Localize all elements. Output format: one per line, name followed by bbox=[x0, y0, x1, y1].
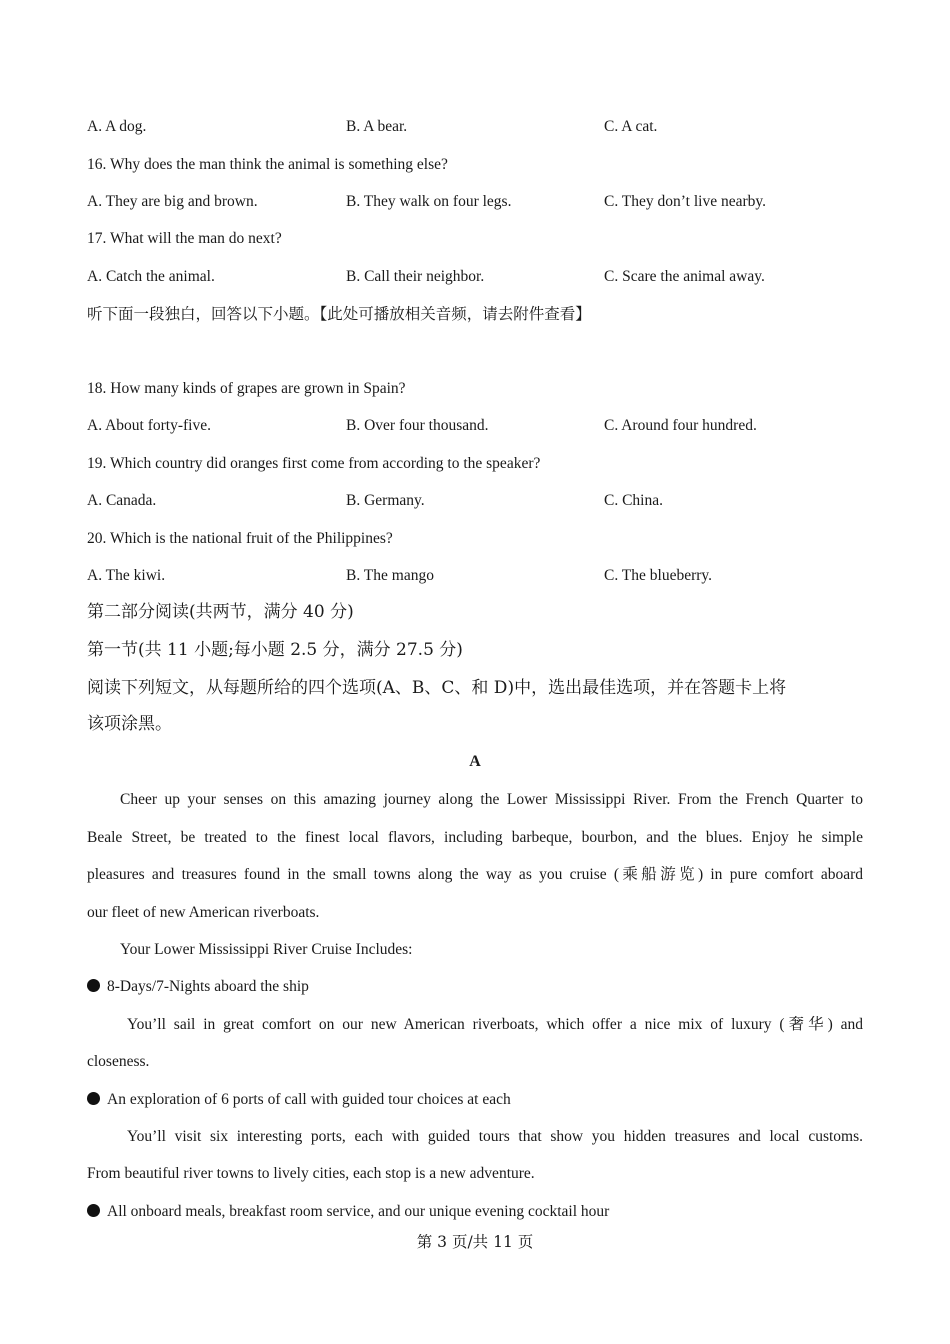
reading-instruction-line1: 阅读下列短文，从每题所给的四个选项(A、B、C、和 D)中，选出最佳选项，并在答题卡上将 bbox=[87, 678, 787, 698]
q17-option-c: C. Scare the animal away. bbox=[604, 268, 765, 285]
q20-option-a: A. The kiwi. bbox=[87, 567, 166, 584]
bullet-item-3 bbox=[87, 1202, 609, 1222]
bullet-item-2 bbox=[87, 1090, 511, 1110]
q18-question: 18. How many kinds of grapes are grown in Spain? bbox=[87, 380, 406, 397]
q16-question: 16. Why does the man think the animal is something else? bbox=[87, 156, 448, 173]
q19-option-a: A. Canada. bbox=[87, 492, 157, 509]
bullet-dot-icon bbox=[87, 979, 100, 992]
q17-option-b: B. Call their neighbor. bbox=[346, 268, 485, 285]
bullet-2-desc-line1: You’ll visit six interesting ports, each with guided tours that show you hidden treasures and local customs. bbox=[127, 1128, 863, 1145]
passage-intro-line4: our fleet of new American riverboats. bbox=[87, 904, 320, 921]
section1-heading: 第一节(共 11 小题;每小题 2.5 分，满分 27.5 分) bbox=[87, 640, 463, 660]
bullet-item-1 bbox=[87, 977, 309, 997]
q18-option-a: A. About forty-five. bbox=[87, 417, 211, 434]
part2-heading: 第二部分阅读(共两节，满分 40 分) bbox=[87, 602, 354, 622]
bullet-3-text: All onboard meals, breakfast room service, and our unique evening cocktail hour bbox=[107, 1203, 610, 1220]
q16-option-c: C. They don’t live nearby. bbox=[604, 193, 767, 210]
q15-option-c: C. A cat. bbox=[604, 118, 658, 135]
q20-option-b: B. The mango bbox=[346, 567, 434, 584]
bullet-1-text: 8-Days/7-Nights aboard the ship bbox=[107, 978, 309, 995]
q16-option-a: A. They are big and brown. bbox=[87, 193, 258, 210]
q17-question: 17. What will the man do next? bbox=[87, 230, 282, 247]
q16-option-b: B. They walk on four legs. bbox=[346, 193, 512, 210]
includes-heading: Your Lower Mississippi River Cruise Includes: bbox=[120, 941, 413, 958]
bullet-2-desc-line2: From beautiful river towns to lively cities, each stop is a new adventure. bbox=[87, 1165, 535, 1182]
passage-label: A bbox=[469, 753, 481, 770]
q19-question: 19. Which country did oranges first come from according to the speaker? bbox=[87, 455, 541, 472]
q15-option-a: A. A dog. bbox=[87, 118, 147, 135]
page-footer: 第 3 页/共 11 页 bbox=[416, 1233, 534, 1251]
q18-option-b: B. Over four thousand. bbox=[346, 417, 489, 434]
bullet-1-desc-line2: closeness. bbox=[87, 1053, 150, 1070]
q19-option-b: B. Germany. bbox=[346, 492, 425, 509]
passage-intro-line3: pleasures and treasures found in the small towns along the way as you cruise (乘船游览) in pure comfort aboard bbox=[87, 866, 863, 883]
bullet-dot-icon bbox=[87, 1204, 100, 1217]
q18-option-c: C. Around four hundred. bbox=[604, 417, 757, 434]
bullet-1-desc-line1: You’ll sail in great comfort on our new American riverboats, which offer a nice mix of luxury (奢华) and bbox=[127, 1016, 863, 1033]
q20-question: 20. Which is the national fruit of the Philippines? bbox=[87, 530, 393, 547]
q20-option-c: C. The blueberry. bbox=[604, 567, 713, 584]
monologue-instruction: 听下面一段独白，回答以下小题。【此处可播放相关音频，请去附件查看】 bbox=[87, 305, 591, 323]
q19-option-c: C. China. bbox=[604, 492, 663, 509]
q17-option-a: A. Catch the animal. bbox=[87, 268, 215, 285]
reading-instruction-line2: 该项涂黑。 bbox=[87, 714, 172, 734]
passage-intro-line2: Beale Street, be treated to the finest local flavors, including barbeque, bourbon, and the blues. Enjoy he simple bbox=[87, 829, 863, 846]
bullet-dot-icon bbox=[87, 1092, 100, 1105]
bullet-2-text: An exploration of 6 ports of call with guided tour choices at each bbox=[107, 1091, 511, 1108]
q15-option-b: B. A bear. bbox=[346, 118, 408, 135]
passage-intro-line1: Cheer up your senses on this amazing journey along the Lower Mississippi River. From the French Quarter to bbox=[120, 791, 863, 808]
